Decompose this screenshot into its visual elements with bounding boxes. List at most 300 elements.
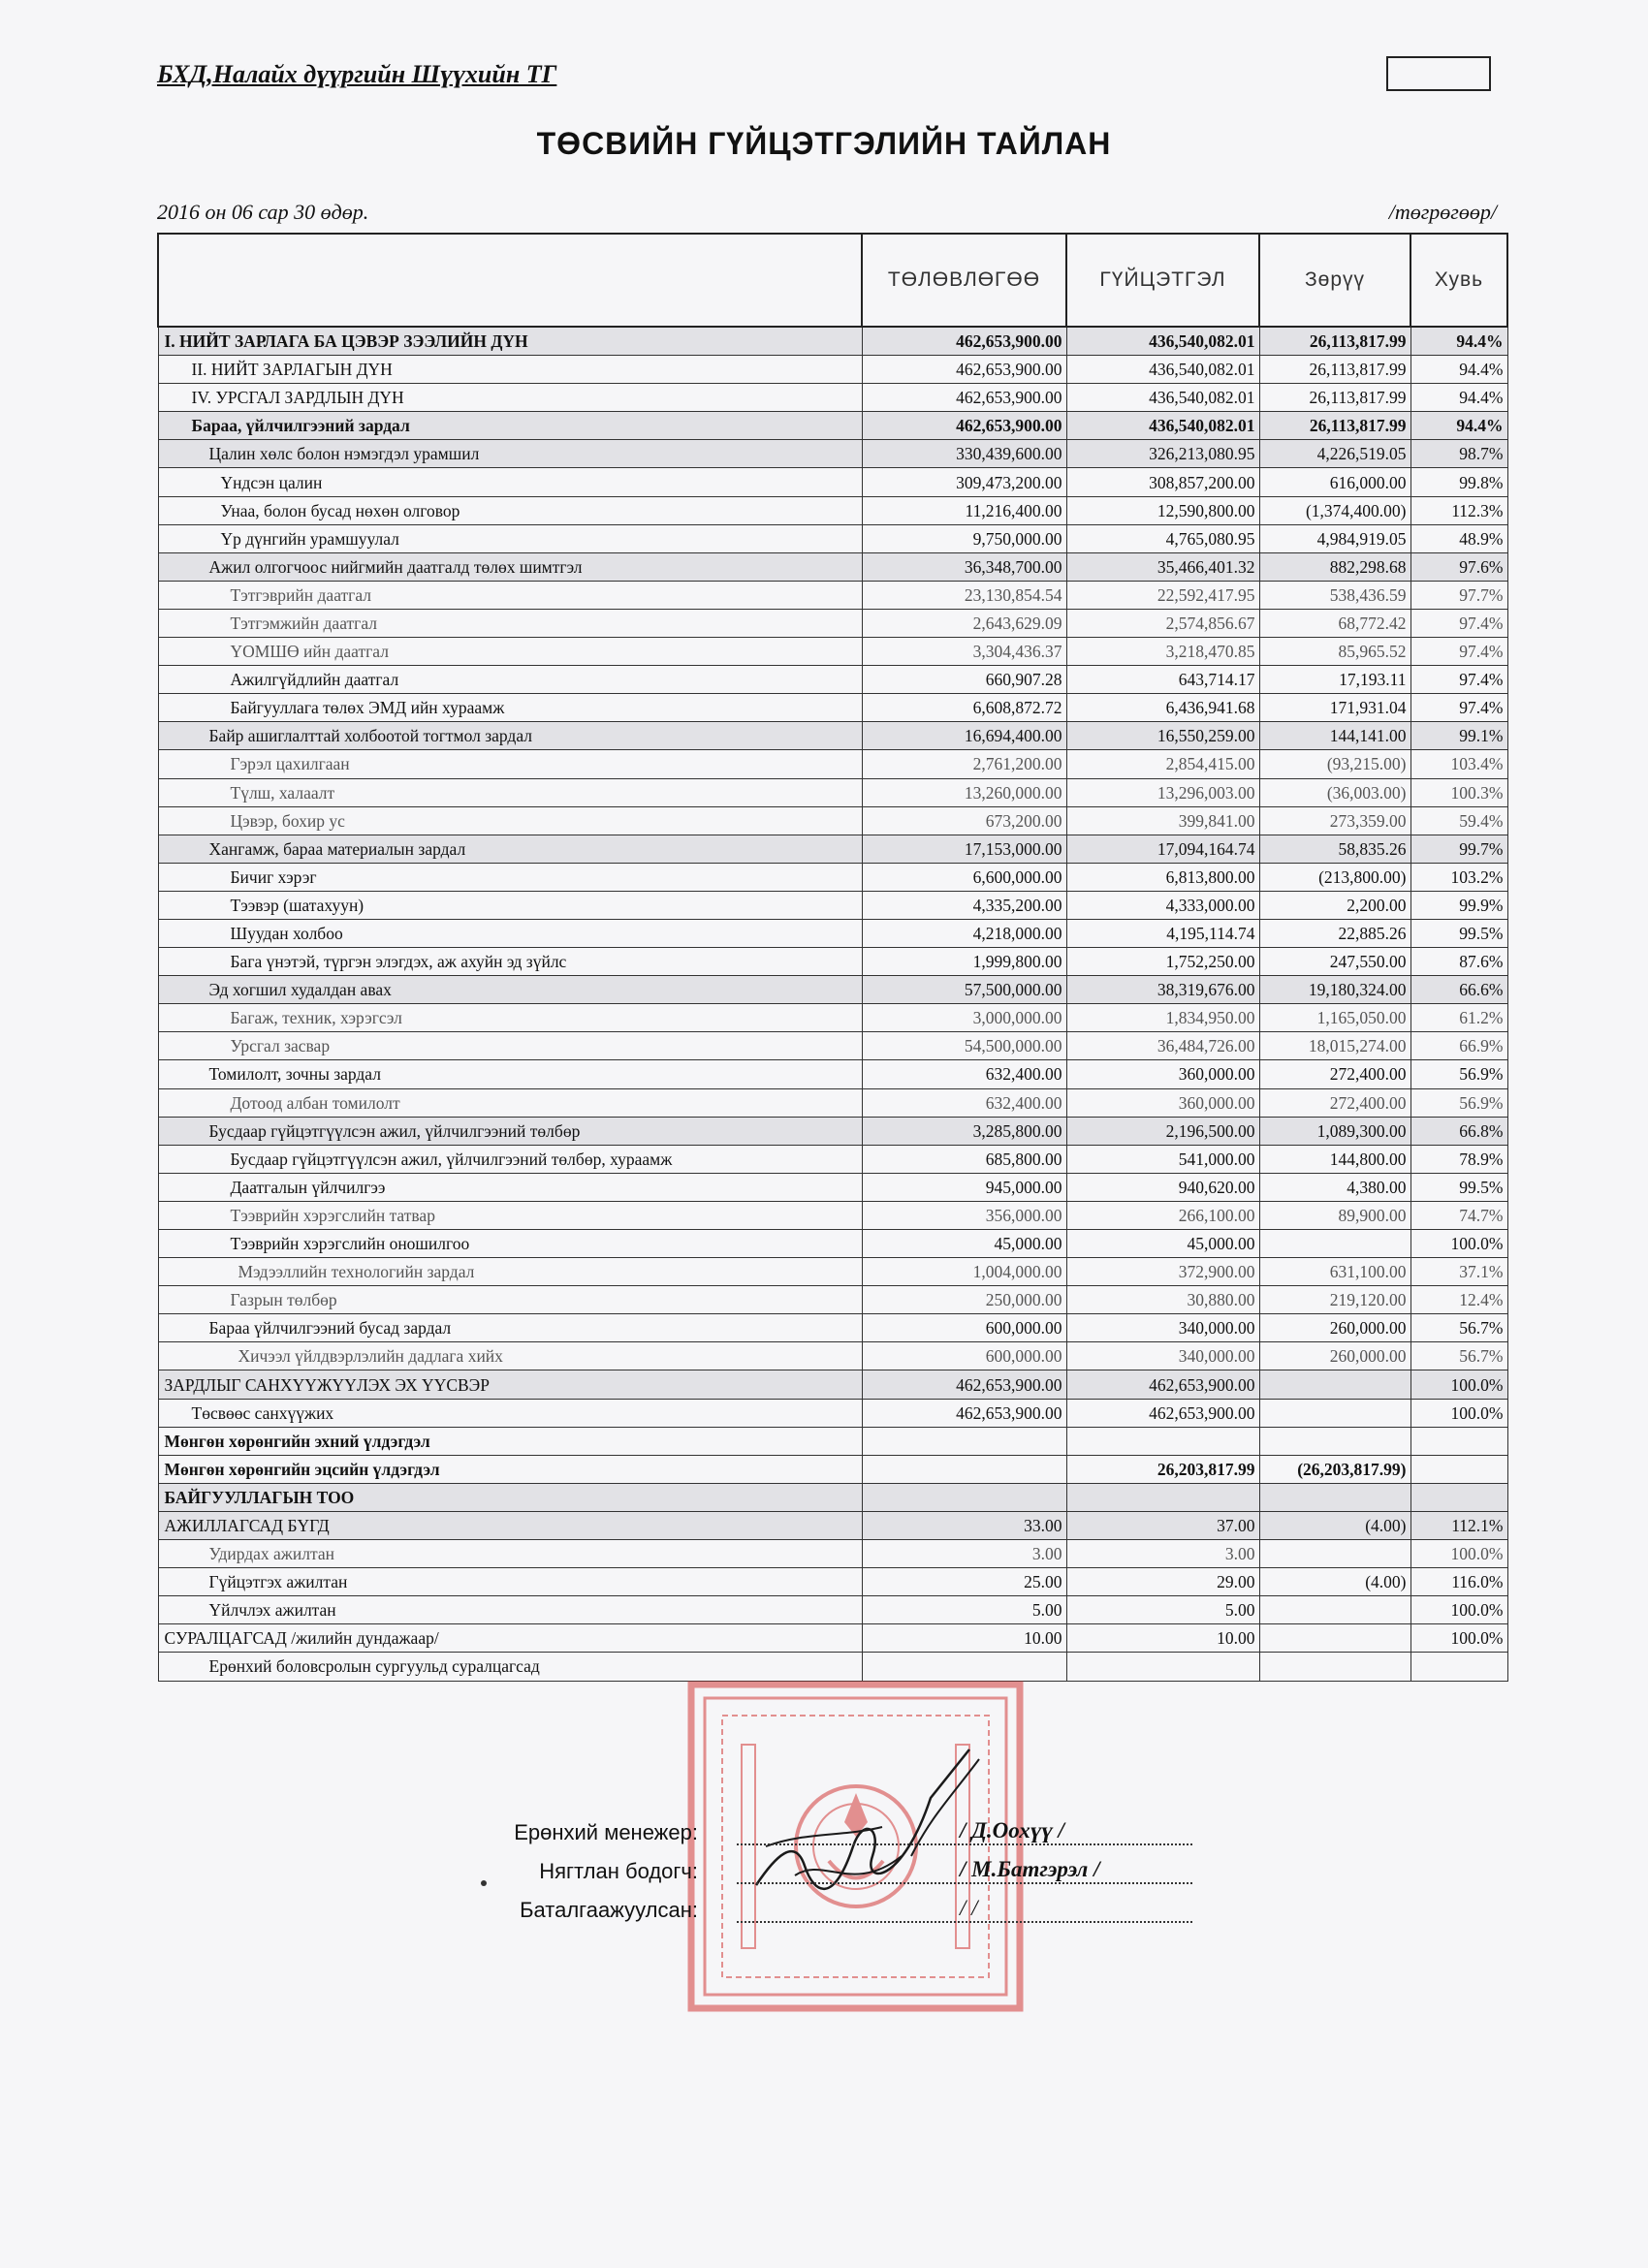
percent-value: 94.4% <box>1410 356 1507 384</box>
percent-value: 48.9% <box>1410 524 1507 552</box>
row-label: Гүйцэтгэх ажилтан <box>158 1568 862 1596</box>
plan-value: 11,216,400.00 <box>862 496 1066 524</box>
difference-value: 219,120.00 <box>1259 1286 1410 1314</box>
table-row <box>158 384 1507 412</box>
actual-value: 2,574,856.67 <box>1066 609 1259 637</box>
plan-value: 4,335,200.00 <box>862 891 1066 919</box>
difference-value: 273,359.00 <box>1259 806 1410 835</box>
table-row <box>158 1173 1507 1201</box>
plan-value: 945,000.00 <box>862 1173 1066 1201</box>
report-date: 2016 он 06 сар 30 өдөр. <box>157 200 369 224</box>
actual-value: 340,000.00 <box>1066 1314 1259 1342</box>
difference-value: 4,380.00 <box>1259 1173 1410 1201</box>
difference-value <box>1259 1596 1410 1624</box>
percent-value: 97.4% <box>1410 694 1507 722</box>
row-label: Дотоод албан томилолт <box>158 1088 862 1117</box>
difference-value: 26,113,817.99 <box>1259 412 1410 440</box>
actual-value: 326,213,080.95 <box>1066 440 1259 468</box>
plan-value: 2,643,629.09 <box>862 609 1066 637</box>
difference-value: 882,298.68 <box>1259 552 1410 581</box>
table-row <box>158 1004 1507 1032</box>
plan-value: 3.00 <box>862 1540 1066 1568</box>
plan-value: 9,750,000.00 <box>862 524 1066 552</box>
difference-value: 85,965.52 <box>1259 638 1410 666</box>
percent-value <box>1410 1427 1507 1455</box>
table-row <box>158 356 1507 384</box>
difference-value: 538,436.59 <box>1259 581 1410 609</box>
row-label: Мөнгөн хөрөнгийн эцсийн үлдэгдэл <box>158 1455 862 1483</box>
difference-value <box>1259 1427 1410 1455</box>
actual-value: 436,540,082.01 <box>1066 327 1259 356</box>
table-row <box>158 1568 1507 1596</box>
row-label: Багаж, техник, хэрэгсэл <box>158 1004 862 1032</box>
actual-value: 13,296,003.00 <box>1066 778 1259 806</box>
percent-value: 112.3% <box>1410 496 1507 524</box>
difference-value: 4,984,919.05 <box>1259 524 1410 552</box>
header-actual: ГҮЙЦЭТГЭЛ <box>1066 234 1259 327</box>
percent-value: 94.4% <box>1410 384 1507 412</box>
difference-value: 2,200.00 <box>1259 891 1410 919</box>
row-label: Түлш, халаалт <box>158 778 862 806</box>
difference-value: (93,215.00) <box>1259 750 1410 778</box>
row-label: Бага үнэтэй, түргэн элэгдэх, аж ахуйн эд зүйлс <box>158 948 862 976</box>
difference-value: (26,203,817.99) <box>1259 1455 1410 1483</box>
table-body <box>158 327 1507 1681</box>
percent-value: 99.1% <box>1410 722 1507 750</box>
plan-value: 600,000.00 <box>862 1314 1066 1342</box>
plan-value: 1,004,000.00 <box>862 1258 1066 1286</box>
row-label: Байр ашиглалттай холбоотой тогтмол зардал <box>158 722 862 750</box>
difference-value <box>1259 1624 1410 1653</box>
row-label: ЗАРДЛЫГ САНХҮҮЖҮҮЛЭХ ЭХ ҮҮСВЭР <box>158 1370 862 1399</box>
actual-value: 4,195,114.74 <box>1066 919 1259 947</box>
row-label: Тэтгэмжийн даатгал <box>158 609 862 637</box>
table-row <box>158 638 1507 666</box>
plan-value: 6,608,872.72 <box>862 694 1066 722</box>
plan-value: 462,653,900.00 <box>862 327 1066 356</box>
percent-value: 98.7% <box>1410 440 1507 468</box>
percent-value: 112.1% <box>1410 1511 1507 1539</box>
actual-value: 30,880.00 <box>1066 1286 1259 1314</box>
table-row <box>158 1540 1507 1568</box>
difference-value: 22,885.26 <box>1259 919 1410 947</box>
signature-name: / М.Батгэрэл / <box>960 1857 1100 1881</box>
percent-value: 97.6% <box>1410 552 1507 581</box>
table-row <box>158 1511 1507 1539</box>
percent-value: 97.4% <box>1410 609 1507 637</box>
percent-value: 100.0% <box>1410 1370 1507 1399</box>
plan-value: 23,130,854.54 <box>862 581 1066 609</box>
table-row <box>158 1060 1507 1088</box>
row-label: Бараа үйлчилгээний бусад зардал <box>158 1314 862 1342</box>
signature-role: Ерөнхий менежер: <box>514 1820 698 1844</box>
difference-value: 272,400.00 <box>1259 1088 1410 1117</box>
row-label: Тээвэр (шатахуун) <box>158 891 862 919</box>
plan-value: 356,000.00 <box>862 1201 1066 1229</box>
percent-value: 99.7% <box>1410 835 1507 863</box>
percent-value: 66.9% <box>1410 1032 1507 1060</box>
actual-value: 940,620.00 <box>1066 1173 1259 1201</box>
difference-value: 260,000.00 <box>1259 1342 1410 1370</box>
table-row <box>158 496 1507 524</box>
signature-name: / Д.Оохүү / <box>960 1818 1064 1843</box>
plan-value: 16,694,400.00 <box>862 722 1066 750</box>
difference-value <box>1259 1540 1410 1568</box>
row-label: Гэрэл цахилгаан <box>158 750 862 778</box>
table-row <box>158 1455 1507 1483</box>
plan-value: 33.00 <box>862 1511 1066 1539</box>
percent-value: 100.0% <box>1410 1596 1507 1624</box>
currency-unit: /төгрөгөөр/ <box>1388 200 1497 224</box>
percent-value: 103.4% <box>1410 750 1507 778</box>
table-row <box>158 1427 1507 1455</box>
difference-value: 26,113,817.99 <box>1259 356 1410 384</box>
row-label: Тээврийн хэрэгслийн татвар <box>158 1201 862 1229</box>
table-row <box>158 948 1507 976</box>
row-label: Газрын төлбөр <box>158 1286 862 1314</box>
actual-value <box>1066 1483 1259 1511</box>
table-row <box>158 524 1507 552</box>
plan-value: 1,999,800.00 <box>862 948 1066 976</box>
plan-value: 36,348,700.00 <box>862 552 1066 581</box>
difference-value: 616,000.00 <box>1259 468 1410 496</box>
row-label: Ерөнхий боловсролын сургуульд суралцагсад <box>158 1653 862 1681</box>
actual-value: 360,000.00 <box>1066 1088 1259 1117</box>
table-row <box>158 1596 1507 1624</box>
actual-value: 10.00 <box>1066 1624 1259 1653</box>
signature-role: Нягтлан бодогч: <box>539 1859 698 1883</box>
table-row <box>158 1399 1507 1427</box>
row-label: Ажилгүйдлийн даатгал <box>158 666 862 694</box>
plan-value: 4,218,000.00 <box>862 919 1066 947</box>
table-row <box>158 806 1507 835</box>
actual-value: 372,900.00 <box>1066 1258 1259 1286</box>
actual-value: 541,000.00 <box>1066 1145 1259 1173</box>
table-row <box>158 1201 1507 1229</box>
plan-value: 25.00 <box>862 1568 1066 1596</box>
table-row <box>158 666 1507 694</box>
table-row <box>158 891 1507 919</box>
percent-value: 59.4% <box>1410 806 1507 835</box>
row-label: Хангамж, бараа материалын зардал <box>158 835 862 863</box>
row-label: Ажил олгогчоос нийгмийн даатгалд төлөх шимтгэл <box>158 552 862 581</box>
difference-value: 68,772.42 <box>1259 609 1410 637</box>
actual-value: 643,714.17 <box>1066 666 1259 694</box>
actual-value: 360,000.00 <box>1066 1060 1259 1088</box>
table-row <box>158 863 1507 891</box>
difference-value: (1,374,400.00) <box>1259 496 1410 524</box>
table-row <box>158 440 1507 468</box>
percent-value: 97.4% <box>1410 638 1507 666</box>
row-label: Бусдаар гүйцэтгүүлсэн ажил, үйлчилгээний төлбөр <box>158 1117 862 1145</box>
actual-value: 26,203,817.99 <box>1066 1455 1259 1483</box>
table-row <box>158 1624 1507 1653</box>
row-label: Үндсэн цалин <box>158 468 862 496</box>
difference-value <box>1259 1483 1410 1511</box>
table-header-row <box>158 234 1507 327</box>
actual-value: 2,854,415.00 <box>1066 750 1259 778</box>
row-label: Тээврийн хэрэгслийн оношилгоо <box>158 1230 862 1258</box>
percent-value: 100.3% <box>1410 778 1507 806</box>
percent-value: 87.6% <box>1410 948 1507 976</box>
actual-value: 340,000.00 <box>1066 1342 1259 1370</box>
percent-value: 66.8% <box>1410 1117 1507 1145</box>
actual-value: 3.00 <box>1066 1540 1259 1568</box>
row-label: Хичээл үйлдвэрлэлийн дадлага хийх <box>158 1342 862 1370</box>
actual-value: 5.00 <box>1066 1596 1259 1624</box>
difference-value: 89,900.00 <box>1259 1201 1410 1229</box>
row-label: Мөнгөн хөрөнгийн эхний үлдэгдэл <box>158 1427 862 1455</box>
plan-value: 17,153,000.00 <box>862 835 1066 863</box>
percent-value: 99.9% <box>1410 891 1507 919</box>
table-row <box>158 722 1507 750</box>
plan-value: 673,200.00 <box>862 806 1066 835</box>
row-label: БАЙГУУЛЛАГЫН ТОО <box>158 1483 862 1511</box>
row-label: Бичиг хэрэг <box>158 863 862 891</box>
difference-value: 58,835.26 <box>1259 835 1410 863</box>
actual-value: 436,540,082.01 <box>1066 412 1259 440</box>
difference-value: (36,003.00) <box>1259 778 1410 806</box>
percent-value: 56.7% <box>1410 1314 1507 1342</box>
percent-value: 100.0% <box>1410 1230 1507 1258</box>
plan-value: 6,600,000.00 <box>862 863 1066 891</box>
signature-block <box>504 1811 1183 1927</box>
plan-value: 462,653,900.00 <box>862 412 1066 440</box>
percent-value: 97.7% <box>1410 581 1507 609</box>
difference-value: 631,100.00 <box>1259 1258 1410 1286</box>
difference-value: 144,800.00 <box>1259 1145 1410 1173</box>
difference-value: (213,800.00) <box>1259 863 1410 891</box>
actual-value: 266,100.00 <box>1066 1201 1259 1229</box>
signature-name: / / <box>960 1896 978 1920</box>
plan-value: 462,653,900.00 <box>862 1370 1066 1399</box>
table-row <box>158 1370 1507 1399</box>
plan-value: 13,260,000.00 <box>862 778 1066 806</box>
difference-value: 171,931.04 <box>1259 694 1410 722</box>
signature-row-accountant <box>504 1849 1183 1888</box>
percent-value: 97.4% <box>1410 666 1507 694</box>
corner-box <box>1386 56 1491 91</box>
row-label: Эд хогшил худалдан авах <box>158 976 862 1004</box>
difference-value <box>1259 1399 1410 1427</box>
percent-value: 56.9% <box>1410 1088 1507 1117</box>
signature-role: Баталгаажуулсан: <box>520 1898 698 1922</box>
header-plan: ТӨЛӨВЛӨГӨӨ <box>862 234 1066 327</box>
table-row <box>158 778 1507 806</box>
difference-value: 1,165,050.00 <box>1259 1004 1410 1032</box>
table-row <box>158 327 1507 356</box>
difference-value: 260,000.00 <box>1259 1314 1410 1342</box>
actual-value: 4,333,000.00 <box>1066 891 1259 919</box>
row-label: Томилолт, зочны зардал <box>158 1060 862 1088</box>
actual-value: 462,653,900.00 <box>1066 1370 1259 1399</box>
signature-row-verified <box>504 1888 1183 1927</box>
plan-value: 2,761,200.00 <box>862 750 1066 778</box>
plan-value <box>862 1455 1066 1483</box>
table-row <box>158 468 1507 496</box>
table-row <box>158 581 1507 609</box>
plan-value: 462,653,900.00 <box>862 356 1066 384</box>
signature-line <box>737 1882 1192 1884</box>
percent-value <box>1410 1455 1507 1483</box>
percent-value: 12.4% <box>1410 1286 1507 1314</box>
row-label: Цэвэр, бохир ус <box>158 806 862 835</box>
difference-value: 26,113,817.99 <box>1259 384 1410 412</box>
table-row <box>158 1032 1507 1060</box>
percent-value: 66.6% <box>1410 976 1507 1004</box>
table-row <box>158 1145 1507 1173</box>
actual-value: 35,466,401.32 <box>1066 552 1259 581</box>
difference-value: 18,015,274.00 <box>1259 1032 1410 1060</box>
table-row <box>158 1286 1507 1314</box>
row-label: Цалин хөлс болон нэмэгдэл урамшил <box>158 440 862 468</box>
actual-value: 17,094,164.74 <box>1066 835 1259 863</box>
plan-value <box>862 1427 1066 1455</box>
difference-value: (4.00) <box>1259 1511 1410 1539</box>
percent-value: 94.4% <box>1410 327 1507 356</box>
plan-value: 462,653,900.00 <box>862 1399 1066 1427</box>
actual-value: 436,540,082.01 <box>1066 356 1259 384</box>
actual-value: 16,550,259.00 <box>1066 722 1259 750</box>
difference-value: (4.00) <box>1259 1568 1410 1596</box>
percent-value: 99.5% <box>1410 919 1507 947</box>
row-label: Үйлчлэх ажилтан <box>158 1596 862 1624</box>
percent-value: 37.1% <box>1410 1258 1507 1286</box>
plan-value: 632,400.00 <box>862 1088 1066 1117</box>
actual-value: 45,000.00 <box>1066 1230 1259 1258</box>
actual-value: 3,218,470.85 <box>1066 638 1259 666</box>
percent-value: 78.9% <box>1410 1145 1507 1173</box>
table-row <box>158 976 1507 1004</box>
percent-value: 103.2% <box>1410 863 1507 891</box>
row-label: Тэтгэврийн даатгал <box>158 581 862 609</box>
plan-value: 57,500,000.00 <box>862 976 1066 1004</box>
percent-value <box>1410 1653 1507 1681</box>
actual-value: 36,484,726.00 <box>1066 1032 1259 1060</box>
row-label: II. НИЙТ ЗАРЛАГЫН ДҮН <box>158 356 862 384</box>
actual-value: 2,196,500.00 <box>1066 1117 1259 1145</box>
actual-value: 1,834,950.00 <box>1066 1004 1259 1032</box>
plan-value: 3,000,000.00 <box>862 1004 1066 1032</box>
row-label: Байгууллага төлөх ЭМД ийн хураамж <box>158 694 862 722</box>
row-label: СУРАЛЦАГСАД /жилийн дундажаар/ <box>158 1624 862 1653</box>
actual-value: 436,540,082.01 <box>1066 384 1259 412</box>
plan-value: 54,500,000.00 <box>862 1032 1066 1060</box>
table-row <box>158 1342 1507 1370</box>
row-label: Урсгал засвар <box>158 1032 862 1060</box>
percent-value: 116.0% <box>1410 1568 1507 1596</box>
header-item <box>158 234 862 327</box>
table-row <box>158 835 1507 863</box>
percent-value: 56.7% <box>1410 1342 1507 1370</box>
table-row <box>158 750 1507 778</box>
plan-value: 330,439,600.00 <box>862 440 1066 468</box>
table-row <box>158 1314 1507 1342</box>
plan-value: 600,000.00 <box>862 1342 1066 1370</box>
header-difference: Зөрүү <box>1259 234 1410 327</box>
row-label: АЖИЛЛАГСАД БҮГД <box>158 1511 862 1539</box>
difference-value <box>1259 1370 1410 1399</box>
plan-value: 309,473,200.00 <box>862 468 1066 496</box>
percent-value: 100.0% <box>1410 1399 1507 1427</box>
plan-value: 250,000.00 <box>862 1286 1066 1314</box>
difference-value <box>1259 1653 1410 1681</box>
row-label: Унаа, болон бусад нөхөн олговор <box>158 496 862 524</box>
table-row <box>158 1230 1507 1258</box>
percent-value: 99.8% <box>1410 468 1507 496</box>
signature-line <box>737 1921 1192 1923</box>
percent-value: 56.9% <box>1410 1060 1507 1088</box>
budget-table <box>157 233 1508 1682</box>
actual-value: 12,590,800.00 <box>1066 496 1259 524</box>
row-label: IV. УРСГАЛ ЗАРДЛЫН ДҮН <box>158 384 862 412</box>
bullet-mark <box>481 1880 487 1886</box>
table-row <box>158 552 1507 581</box>
actual-value: 399,841.00 <box>1066 806 1259 835</box>
percent-value: 100.0% <box>1410 1540 1507 1568</box>
table-row <box>158 1483 1507 1511</box>
actual-value: 22,592,417.95 <box>1066 581 1259 609</box>
difference-value: 26,113,817.99 <box>1259 327 1410 356</box>
table-row <box>158 694 1507 722</box>
difference-value <box>1259 1230 1410 1258</box>
plan-value: 632,400.00 <box>862 1060 1066 1088</box>
percent-value: 100.0% <box>1410 1624 1507 1653</box>
actual-value: 6,436,941.68 <box>1066 694 1259 722</box>
row-label: Бусдаар гүйцэтгүүлсэн ажил, үйлчилгээний төлбөр, хураамж <box>158 1145 862 1173</box>
plan-value: 462,653,900.00 <box>862 384 1066 412</box>
table-row <box>158 1258 1507 1286</box>
table-row <box>158 919 1507 947</box>
percent-value: 61.2% <box>1410 1004 1507 1032</box>
difference-value: 247,550.00 <box>1259 948 1410 976</box>
actual-value: 462,653,900.00 <box>1066 1399 1259 1427</box>
percent-value: 99.5% <box>1410 1173 1507 1201</box>
actual-value: 1,752,250.00 <box>1066 948 1259 976</box>
actual-value: 38,319,676.00 <box>1066 976 1259 1004</box>
plan-value: 10.00 <box>862 1624 1066 1653</box>
row-label: Үр дүнгийн урамшуулал <box>158 524 862 552</box>
percent-value: 74.7% <box>1410 1201 1507 1229</box>
row-label: Удирдах ажилтан <box>158 1540 862 1568</box>
signature-line <box>737 1843 1192 1845</box>
report-title: ТӨСВИЙН ГҮЙЦЭТГЭЛИЙН ТАЙЛАН <box>536 126 1112 161</box>
table-row <box>158 412 1507 440</box>
table-row <box>158 609 1507 637</box>
table-row <box>158 1088 1507 1117</box>
header-percent: Хувь <box>1410 234 1507 327</box>
row-label: I. НИЙТ ЗАРЛАГА БА ЦЭВЭР ЗЭЭЛИЙН ДҮН <box>158 327 862 356</box>
actual-value: 308,857,200.00 <box>1066 468 1259 496</box>
row-label: Даатгалын үйлчилгээ <box>158 1173 862 1201</box>
plan-value: 660,907.28 <box>862 666 1066 694</box>
row-label: Мэдээллийн технологийн зардал <box>158 1258 862 1286</box>
signature-row-manager <box>504 1811 1183 1849</box>
difference-value: 19,180,324.00 <box>1259 976 1410 1004</box>
percent-value <box>1410 1483 1507 1511</box>
plan-value: 3,285,800.00 <box>862 1117 1066 1145</box>
percent-value: 94.4% <box>1410 412 1507 440</box>
actual-value <box>1066 1427 1259 1455</box>
row-label: ҮОМШӨ ийн даатгал <box>158 638 862 666</box>
difference-value: 272,400.00 <box>1259 1060 1410 1088</box>
row-label: Төсвөөс санхүүжих <box>158 1399 862 1427</box>
plan-value: 685,800.00 <box>862 1145 1066 1173</box>
plan-value: 3,304,436.37 <box>862 638 1066 666</box>
difference-value: 17,193.11 <box>1259 666 1410 694</box>
plan-value: 45,000.00 <box>862 1230 1066 1258</box>
row-label: Бараа, үйлчилгээний зардал <box>158 412 862 440</box>
